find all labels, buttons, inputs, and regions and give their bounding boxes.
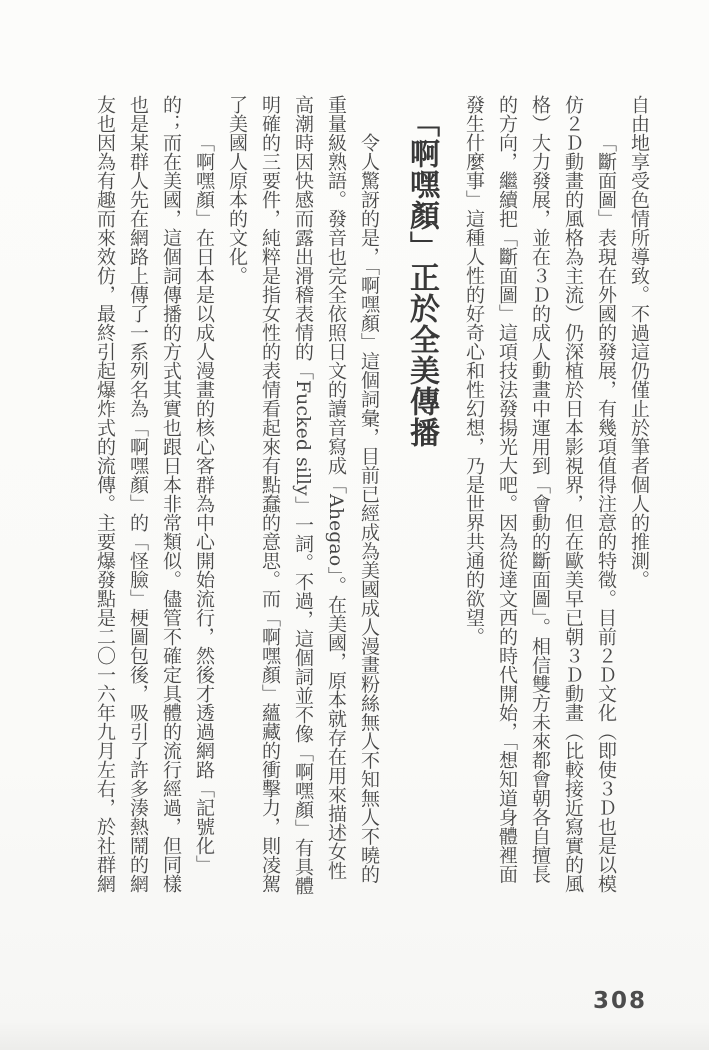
page-number: 308 xyxy=(592,988,647,1014)
section-heading: 「啊嘿顏」正於全美傳播 xyxy=(404,107,439,448)
paragraph-continuation: 自由地享受色情所導致。不過這仍僅止於筆者個人的推測。 xyxy=(628,95,650,589)
paragraph-spread-history: 「啊嘿顏」在日本是以成人漫畫的核心客群為中心開始流行，然後才透過網路「記號化」的；而在美國，這個詞傳播的方式其實也跟日本非常類似。儘管不確定具體的流行經過，但同樣也是某群人先在網路上傳了一系列名為「啊嘿顏」的「怪臉」梗圖包後，吸引了許多湊熱鬧的網友也因為有趣而來效仿，最終引起爆炸式的流傳。主要爆發點是二〇一六年九月左右，於社群網 xyxy=(94,95,215,893)
paragraph-cross-section: 「斷面圖」表現在外國的發展，有幾項值得注意的特徵。目前２Ｄ文化（即使３Ｄ也是以模仿２Ｄ動畫的風格為主流）仍深植於日本影視界，但在歐美早已朝３Ｄ動畫（比較接近寫實的風格）大力發展，並在３Ｄ的成人動畫中運用到「會動的斷面圖」。相信雙方未來都會朝各自擅長的方向，繼續把「斷面圖」這項技法發揚光大吧。因為從達文西的時代開始，「想知道身體裡面發生什麼事」這種人性的好奇心和性幻想，乃是世界共通的欲望。 xyxy=(463,95,617,893)
paragraph-ahegao-term: 令人驚訝的是，「啊嘿顏」這個詞彙，目前已經成為美國成人漫畫粉絲無人不知無人不曉的重量級熟語。發音也完全依照日文的讀音寫成「Ahegao」。在美國，原本就存在用來描述女性高潮時因快感而露出滑稽表情的「Fucked silly」一詞。不過，這個詞並不像「啊嘿顏」有具體明確的三要件，純粹是指女性的表情看起來有點蠢的意思。而「啊嘿顏」蘊藏的衝擊力，則凌駕了美國人原本的文化。 xyxy=(226,95,380,895)
scan-shading xyxy=(0,1020,709,1050)
vertical-text-block xyxy=(88,95,655,897)
